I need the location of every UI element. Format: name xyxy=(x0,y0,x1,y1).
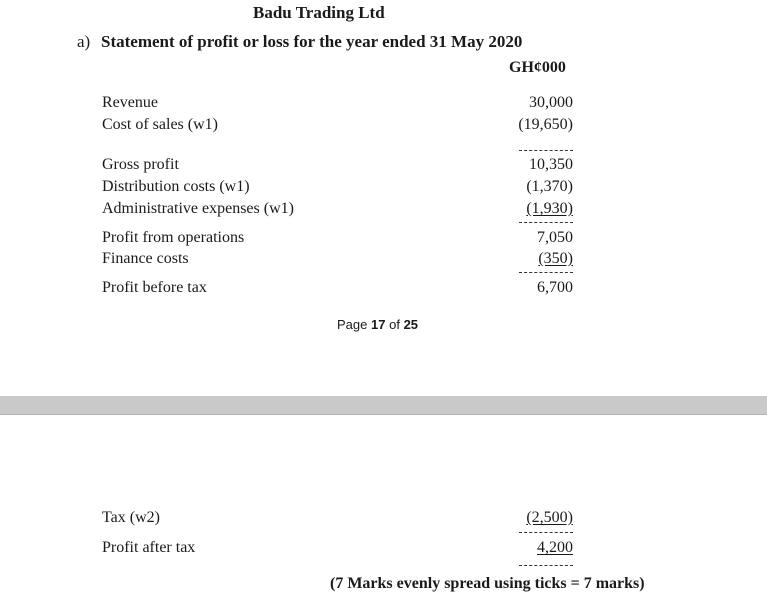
page-number xyxy=(337,317,418,332)
row-label-admin-expenses: Administrative expenses (w1) xyxy=(102,200,294,217)
row-value-cost-of-sales: (19,650) xyxy=(518,116,573,133)
row-label-profit-after-tax: Profit after tax xyxy=(102,539,196,556)
row-value-gross-profit: 10,350 xyxy=(529,156,573,173)
page-current: 17 xyxy=(371,317,386,332)
row-label-cost-of-sales: Cost of sales (w1) xyxy=(102,116,218,133)
page-separator xyxy=(0,396,767,415)
row-label-gross-profit: Gross profit xyxy=(102,156,179,173)
row-label-profit-before-tax: Profit before tax xyxy=(102,279,207,296)
row-label-profit-from-operations: Profit from operations xyxy=(102,229,245,246)
page-total: 25 xyxy=(403,317,419,332)
marks-note: (7 Marks evenly spread using ticks = 7 marks) xyxy=(330,575,645,592)
page-18 xyxy=(0,415,767,601)
row-value-profit-from-operations: 7,050 xyxy=(537,229,573,246)
row-label-distribution-costs: Distribution costs (w1) xyxy=(102,178,250,195)
total-rule xyxy=(519,565,573,566)
part-label: a) xyxy=(77,32,91,51)
row-value-profit-before-tax: 6,700 xyxy=(537,279,573,296)
company-title: Badu Trading Ltd xyxy=(253,3,385,22)
row-label-tax: Tax (w2) xyxy=(102,509,160,526)
row-label-revenue: Revenue xyxy=(102,94,158,111)
row-value-profit-after-tax: 4,200 xyxy=(537,539,573,556)
row-value-revenue: 30,000 xyxy=(529,94,573,111)
row-label-finance-costs: Finance costs xyxy=(102,250,189,267)
statement-title: Statement of profit or loss for the year ended 31 May 2020 xyxy=(101,32,523,51)
subtotal-rule xyxy=(519,272,573,273)
subtotal-rule xyxy=(519,222,573,223)
row-value-finance-costs: (350) xyxy=(538,250,573,267)
currency-heading: GH¢000 xyxy=(509,59,566,76)
row-value-distribution-costs: (1,370) xyxy=(526,178,573,195)
subtotal-rule xyxy=(519,150,573,151)
page-prefix: Page xyxy=(337,317,368,332)
page-of: of xyxy=(389,317,400,332)
row-value-admin-expenses: (1,930) xyxy=(526,200,573,217)
row-value-tax: (2,500) xyxy=(526,509,573,526)
subtotal-rule xyxy=(519,532,573,533)
